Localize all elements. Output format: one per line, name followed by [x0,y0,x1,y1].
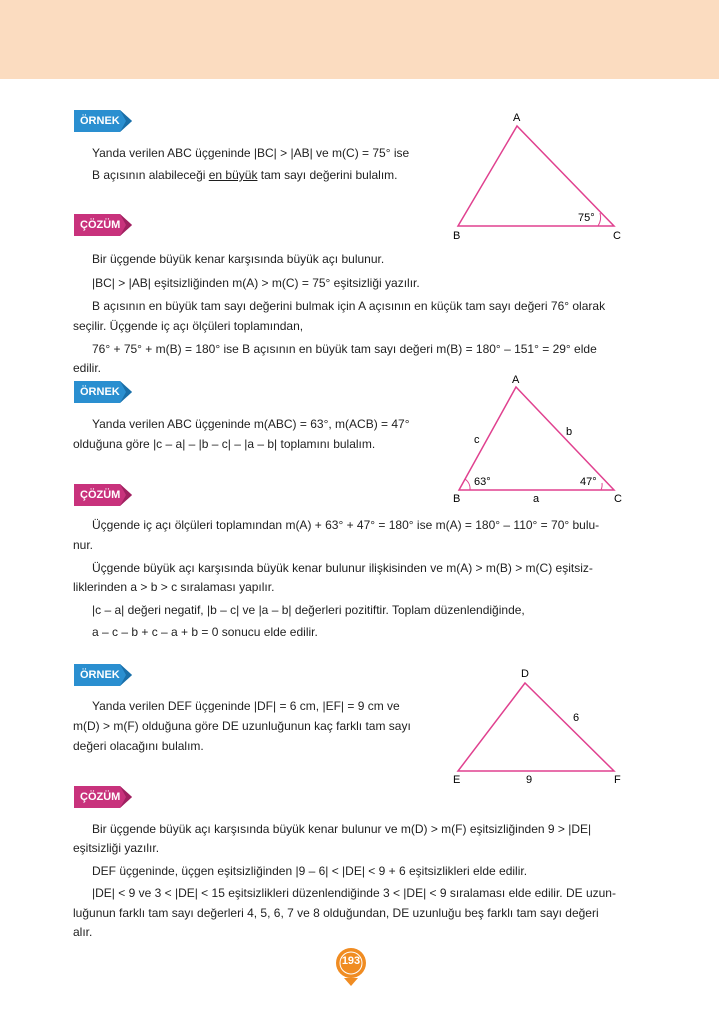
side-c-label: c [474,434,480,446]
side-a-label: a [533,493,540,505]
solution3-line3: DEF üçgeninde, üçgen eşitsizliğinden |9 – 6| < |DE| < 9 + 6 eşitsizlikleri elde edilir. [92,864,528,878]
cozum-badge-1 [74,214,134,236]
vertex-a-label: A [512,374,520,386]
example3-question-line2: m(D) > m(F) olduğuna göre DE uzunluğunun kaç farklı tam sayı [73,719,411,733]
vertex-c-label: C [614,493,622,505]
angle-b-label: 63° [474,476,491,488]
ornek-badge-2 [74,381,134,403]
cozum-badge-label: ÇÖZÜM [80,489,121,501]
solution2-line6: a – c – b + c – a + b = 0 sonucu elde edilir. [92,625,318,639]
example3-question-line1: Yanda verilen DEF üçgeninde |DF| = 6 cm, |EF| = 9 cm ve [92,699,400,713]
solution1-line2: |BC| > |AB| eşitsizliğinden m(A) > m(C) = 75° eşitsizliği yazılır. [92,276,420,290]
page-number: 193 [341,955,361,967]
cozum-badge-2 [74,484,134,506]
ornek-badge-label: ÖRNEK [80,115,120,127]
ornek-badge-3 [74,664,134,686]
solution3-line1: Bir üçgende büyük açı karşısında büyük kenar bulunur ve m(D) > m(F) eşitsizliğinden 9 > |DE| [92,822,592,836]
cozum-badge-label: ÇÖZÜM [80,219,121,231]
solution1-line3: B açısının en büyük tam sayı değerini bulmak için A açısının en küçük tam sayı değeri 76° olarak [92,299,606,313]
side-b-label: b [566,426,573,438]
solution3-line2: eşitsizliği yazılır. [73,841,160,855]
ornek-badge-1 [74,110,134,132]
solution1-line5: 76° + 75° + m(B) = 180° ise B açısının en büyük tam sayı değeri m(B) = 180° – 151° = 29° elde [92,342,597,356]
solution2-line4: liklerinden a > b > c sıralaması yapılır. [73,580,275,594]
vertex-c-label: C [613,230,621,242]
example2-question-line1: Yanda verilen ABC üçgeninde m(ABC) = 63°, m(ACB) = 47° [92,417,410,431]
cozum-badge-3 [74,786,134,808]
solution2-line5: |c – a| değeri negatif, |b – c| ve |a – b| değerleri pozitiftir. Toplam düzenlendiğinde, [92,603,525,617]
vertex-a-label: A [513,112,521,124]
solution2-line3: Üçgende büyük açı karşısında büyük kenar bulunur ilişkisinden ve m(A) > m(B) > m(C) eşitsiz- [92,561,593,575]
angle-c-label: 75° [578,212,595,224]
solution3-line6: alır. [73,925,93,939]
side-ef-label: 9 [526,774,533,786]
ornek-badge-label: ÖRNEK [80,386,120,398]
solution3-line4: |DE| < 9 ve 3 < |DE| < 15 eşitsizlikleri düzenlendiğinde 3 < |DE| < 9 sıralaması elde edilir. DE uzun- [92,886,616,900]
example1-question-line1: Yanda verilen ABC üçgeninde |BC| > |AB| ve m(C) = 75° ise [92,146,410,160]
page-number-badge [334,948,368,988]
vertex-d-label: D [521,668,529,680]
solution1-line6: edilir. [73,361,102,375]
vertex-b-label: B [453,493,461,505]
example1-question-line2: B açısının alabileceği en büyük tam sayı değerini bulalım. [92,168,398,182]
vertex-f-label: F [614,774,621,786]
solution2-line2: nur. [73,538,94,552]
angle-c-label: 47° [580,476,597,488]
solution1-line1: Bir üçgende büyük kenar karşısında büyük açı bulunur. [92,252,385,266]
vertex-b-label: B [453,230,461,242]
cozum-badge-label: ÇÖZÜM [80,791,121,803]
solution1-line4: seçilir. Üçgende iç açı ölçüleri toplamından, [73,319,304,333]
solution3-line5: luğunun farklı tam sayı değerleri 4, 5, 6, 7 ve 8 olduğundan, DE uzunluğu beş farklı tam sayı değeri [73,906,599,920]
ornek-badge-label: ÖRNEK [80,669,120,681]
vertex-e-label: E [453,774,461,786]
solution2-line1: Üçgende iç açı ölçüleri toplamından m(A) + 63° + 47° = 180° ise m(A) = 180° – 110° = 70° bulu- [92,518,600,532]
side-df-label: 6 [573,712,580,724]
example2-question-line2: olduğuna göre |c – a| – |b – c| – |a – b| toplamını bulalım. [73,437,376,451]
example3-question-line3: değeri olacağını bulalım. [73,739,204,753]
header-band [0,0,719,79]
